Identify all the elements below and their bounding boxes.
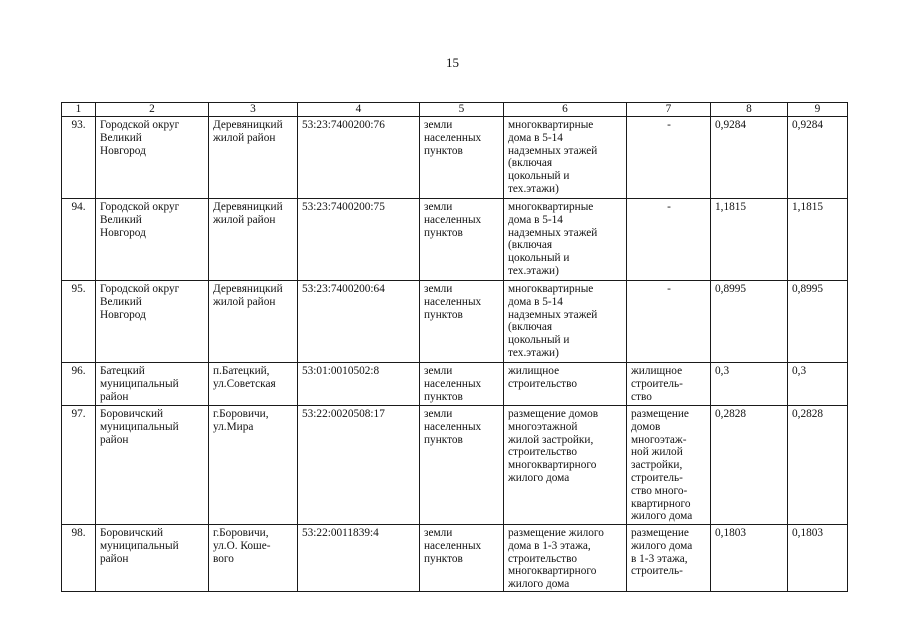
row-number: 94. <box>62 199 96 281</box>
header-row <box>62 103 848 117</box>
row-number: 97. <box>62 406 96 525</box>
land-category-cell: земли населенных пунктов <box>420 406 504 525</box>
permitted-use-cell: многоквартирные дома в 5-14 надземных этажей (включая цокольный и тех.этажи) <box>504 281 627 363</box>
column-9-cell: 0,9284 <box>788 117 848 199</box>
land-category-cell: земли населенных пунктов <box>420 199 504 281</box>
location-cell: г.Боровичи, ул.Мира <box>209 406 298 525</box>
table-row <box>62 363 848 406</box>
district-cell: Городской округ Великий Новгород <box>96 199 209 281</box>
location-cell: г.Боровичи, ул.О. Коше- вого <box>209 525 298 592</box>
column-9-cell: 0,3 <box>788 363 848 406</box>
table-row <box>62 406 848 525</box>
row-number: 98. <box>62 525 96 592</box>
row-number: 95. <box>62 281 96 363</box>
land-category-cell: земли населенных пунктов <box>420 281 504 363</box>
column-header: 7 <box>627 103 711 117</box>
cadastre-number-cell: 53:23:7400200:64 <box>298 281 420 363</box>
district-cell: Городской округ Великий Новгород <box>96 117 209 199</box>
column-header: 8 <box>711 103 788 117</box>
location-cell: Деревяницкий жилой район <box>209 117 298 199</box>
column-8-cell: 0,2828 <box>711 406 788 525</box>
cadastre-number-cell: 53:22:0020508:17 <box>298 406 420 525</box>
location-cell: Деревяницкий жилой район <box>209 281 298 363</box>
row-number: 96. <box>62 363 96 406</box>
cadastre-number-cell: 53:01:0010502:8 <box>298 363 420 406</box>
table-row <box>62 281 848 363</box>
district-cell: Боровичский муниципальный район <box>96 406 209 525</box>
permitted-use-cell: многоквартирные дома в 5-14 надземных этажей (включая цокольный и тех.этажи) <box>504 117 627 199</box>
location-cell: Деревяницкий жилой район <box>209 199 298 281</box>
cadastre-number-cell: 53:22:0011839:4 <box>298 525 420 592</box>
land-plots-table <box>61 102 848 592</box>
page-number: 15 <box>446 55 459 70</box>
column-header: 1 <box>62 103 96 117</box>
row-number: 93. <box>62 117 96 199</box>
column-8-cell: 1,1815 <box>711 199 788 281</box>
permitted-use-cell: многоквартирные дома в 5-14 надземных этажей (включая цокольный и тех.этажи) <box>504 199 627 281</box>
cadastre-number-cell: 53:23:7400200:75 <box>298 199 420 281</box>
permitted-use-cell: жилищное строительство <box>504 363 627 406</box>
land-category-cell: земли населенных пунктов <box>420 117 504 199</box>
permitted-use-cell: размещение жилого дома в 1-3 этажа, строительство многоквартирного жилого дома <box>504 525 627 592</box>
column-7-cell: размещение жилого дома в 1-3 этажа, строитель- <box>627 525 711 592</box>
column-9-cell: 1,1815 <box>788 199 848 281</box>
column-8-cell: 0,8995 <box>711 281 788 363</box>
table-row <box>62 199 848 281</box>
column-9-cell: 0,1803 <box>788 525 848 592</box>
district-cell: Батецкий муниципальный район <box>96 363 209 406</box>
district-cell: Городской округ Великий Новгород <box>96 281 209 363</box>
location-cell: п.Батецкий, ул.Советская <box>209 363 298 406</box>
land-category-cell: земли населенных пунктов <box>420 525 504 592</box>
column-7-cell: - <box>627 199 711 281</box>
district-cell: Боровичский муниципальный район <box>96 525 209 592</box>
column-9-cell: 0,8995 <box>788 281 848 363</box>
column-7-cell: - <box>627 281 711 363</box>
column-8-cell: 0,3 <box>711 363 788 406</box>
column-header: 5 <box>420 103 504 117</box>
column-8-cell: 0,9284 <box>711 117 788 199</box>
permitted-use-cell: размещение домов многоэтажной жилой застройки, строительство многоквартирного жилого дома <box>504 406 627 525</box>
column-7-cell: - <box>627 117 711 199</box>
table-row <box>62 117 848 199</box>
column-8-cell: 0,1803 <box>711 525 788 592</box>
land-category-cell: земли населенных пунктов <box>420 363 504 406</box>
column-header: 4 <box>298 103 420 117</box>
column-header: 3 <box>209 103 298 117</box>
column-header: 2 <box>96 103 209 117</box>
column-header: 6 <box>504 103 627 117</box>
cadastre-number-cell: 53:23:7400200:76 <box>298 117 420 199</box>
column-header: 9 <box>788 103 848 117</box>
column-7-cell: размещение домов многоэтаж- ной жилой застройки, строитель- ство много- квартирного жилого дома <box>627 406 711 525</box>
column-7-cell: жилищное строитель- ство <box>627 363 711 406</box>
table-row <box>62 525 848 592</box>
column-9-cell: 0,2828 <box>788 406 848 525</box>
